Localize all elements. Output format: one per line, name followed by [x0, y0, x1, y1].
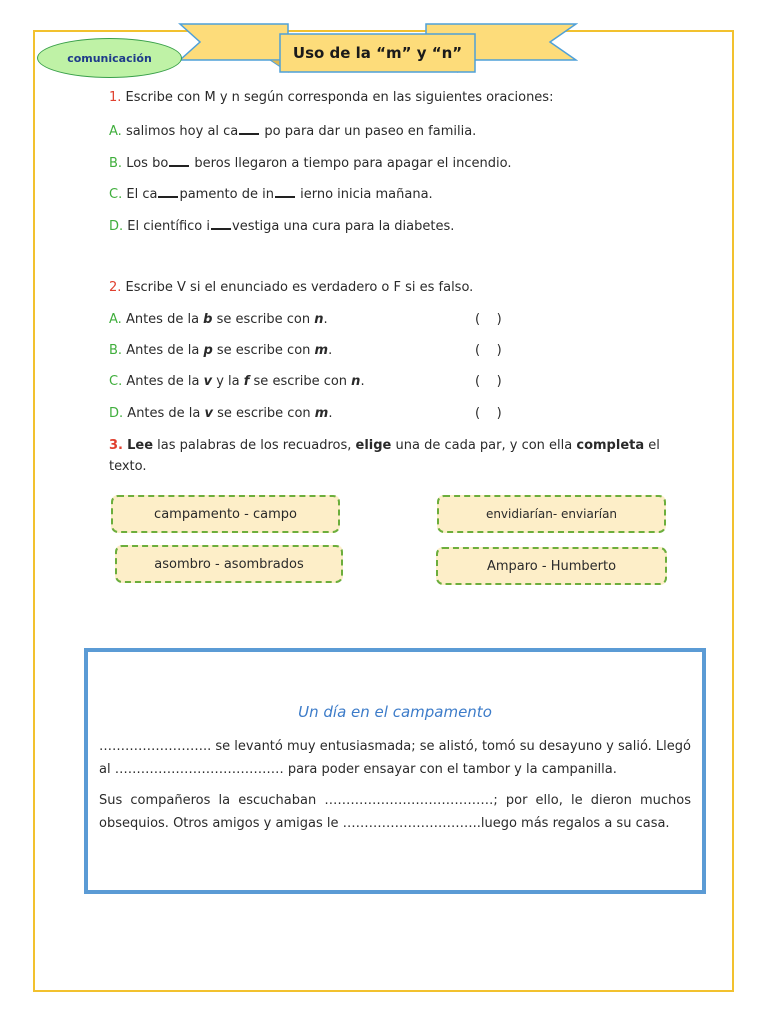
section2-instruction: 2. Escribe V si el enunciado es verdadero o F si es falso.	[109, 280, 474, 295]
fill-blank[interactable]	[275, 184, 295, 198]
word-box: Amparo - Humberto	[436, 547, 667, 585]
answer-parens[interactable]: ( )	[475, 343, 502, 358]
fill-blank[interactable]	[211, 216, 231, 230]
answer-parens[interactable]: ( )	[475, 406, 502, 421]
section3-instruction-cont: texto.	[109, 459, 147, 474]
section1-instruction: 1. Escribe con M y n según corresponda en las siguientes oraciones:	[109, 90, 554, 105]
section2-item-c: C. Antes de la v y la f se escribe con n.	[109, 374, 365, 389]
section2-item-d: D. Antes de la v se escribe con m.	[109, 406, 333, 421]
section1-item-b: B. Los bo beros llegaron a tiempo para apagar el incendio.	[109, 153, 511, 172]
fill-blank[interactable]	[158, 184, 178, 198]
section2-item-b: B. Antes de la p se escribe con m.	[109, 343, 333, 358]
page-title: Uso de la “m” y “n”	[292, 44, 463, 62]
section1-item-d: D. El científico i vestiga una cura para la diabetes.	[109, 216, 454, 235]
section3-number: 3.	[109, 438, 123, 453]
subject-badge: comunicación	[37, 38, 182, 78]
section1-item-a: A. salimos hoy al ca po para dar un paseo en familia.	[109, 121, 476, 140]
story-paragraph-1: …………………….. se levantó muy entusiasmada; se alistó, tomó su desayuno y salió. Llegó al ………………………………… para poder ensayar con el tambor y la campanilla.	[99, 739, 691, 777]
story-paragraph-2: Sus compañeros la escuchaban …………………………………; por ello, le dieron muchos obsequios. Otros amigos y amigas le …………………………..luego más regalos a su casa.	[99, 793, 691, 831]
section2-item-a: A. Antes de la b se escribe con n.	[109, 312, 328, 327]
word-box: campamento - campo	[111, 495, 340, 533]
word-box: envidiarían- enviarían	[437, 495, 666, 533]
section1-number: 1.	[109, 90, 122, 105]
answer-parens[interactable]: ( )	[475, 312, 502, 327]
fill-blank[interactable]	[239, 121, 259, 135]
section2-number: 2.	[109, 280, 122, 295]
answer-parens[interactable]: ( )	[475, 374, 502, 389]
word-box: asombro - asombrados	[115, 545, 343, 583]
story-title: Un día en el campamento	[298, 703, 492, 721]
section3-instruction: 3. Lee las palabras de los recuadros, elige una de cada par, y con ella completa el	[109, 438, 660, 453]
section1-item-c: C. El ca pamento de in ierno inicia mañana.	[109, 184, 433, 203]
fill-blank[interactable]	[169, 153, 189, 167]
